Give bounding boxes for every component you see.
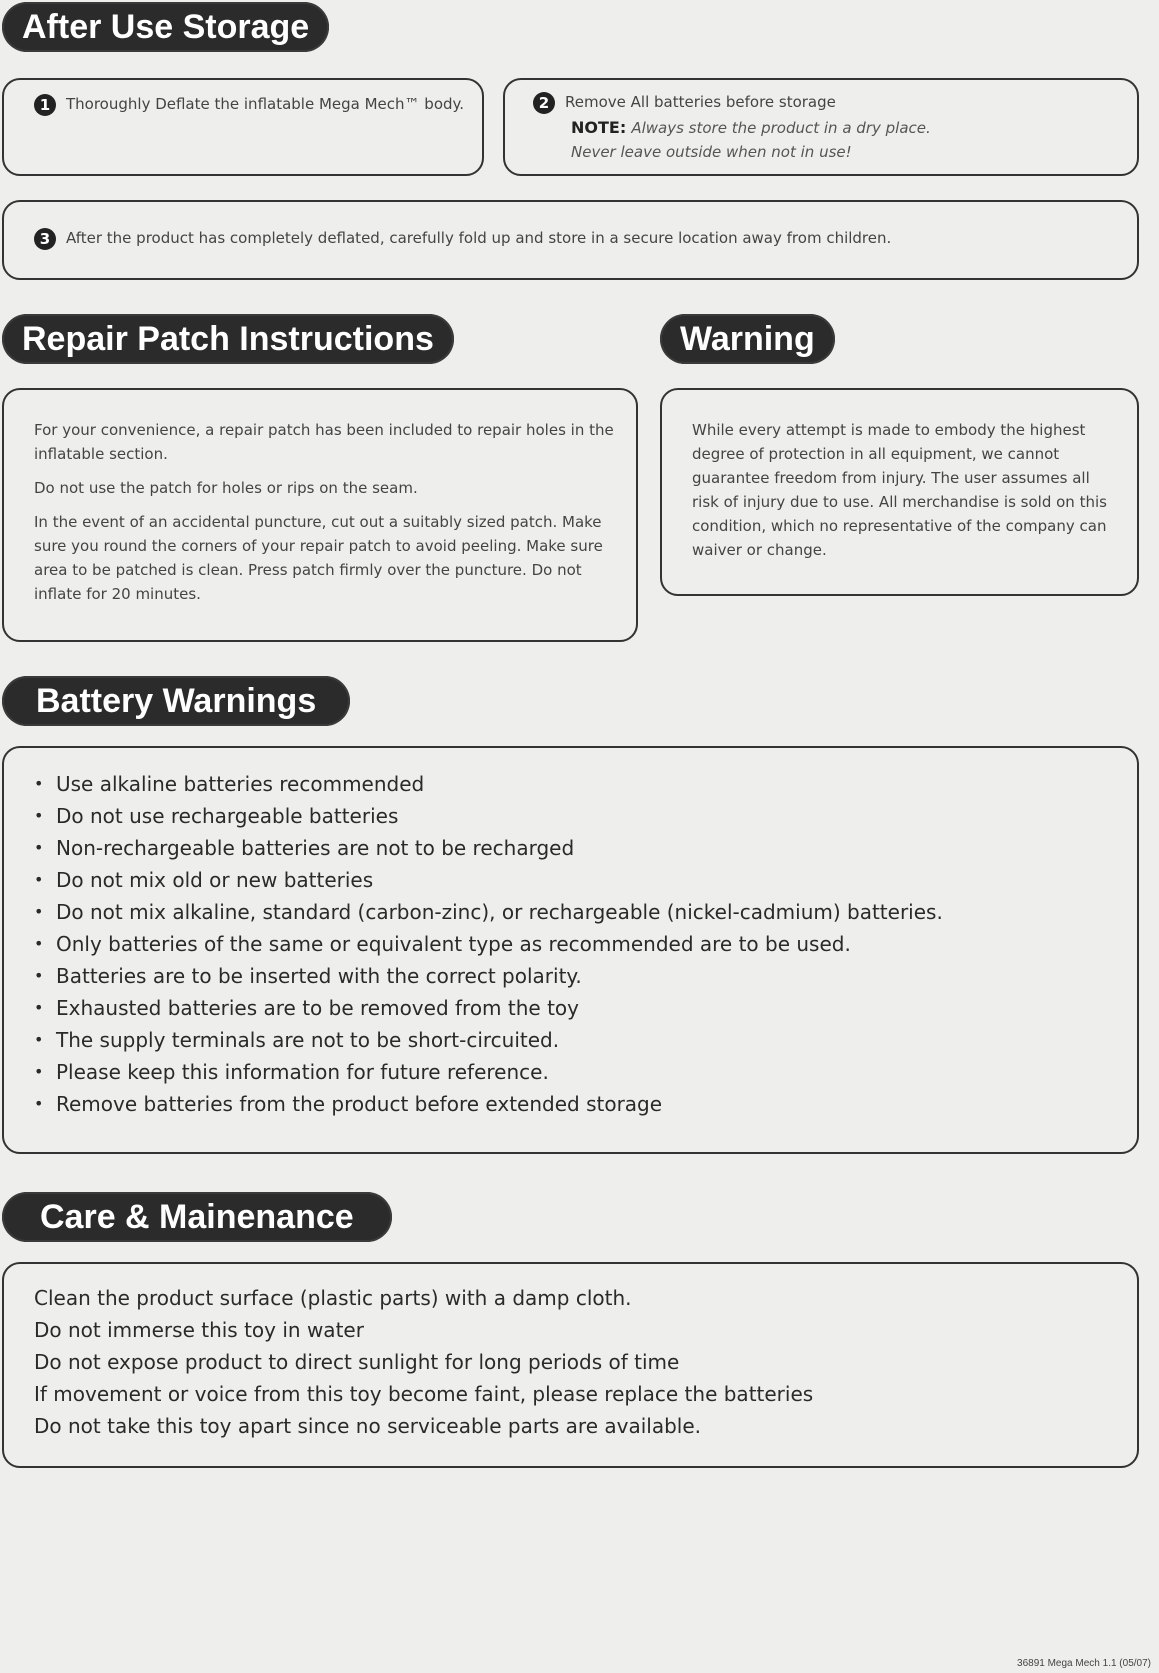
care-line: If movement or voice from this toy become faint, please replace the batteries [34, 1382, 814, 1406]
care-line: Do not expose product to direct sunlight for long periods of time [34, 1350, 680, 1374]
step-3-number: 3 [34, 228, 56, 250]
list-item: • The supply terminals are not to be short-circuited. [34, 1024, 1094, 1056]
storage-step-1-box [2, 78, 484, 176]
list-item: • Use alkaline batteries recommended [34, 768, 1094, 800]
warning-heading: Warning [660, 314, 835, 364]
care-box [2, 1262, 1139, 1468]
warning-text: While every attempt is made to embody the highest degree of protection in all equipment, we cannot guarantee freedom from injury. The user assumes all risk of injury due to use. All merchandise is sold on this condition, which no representative of the company can waiver or change. [692, 421, 1107, 559]
footer-code: 36891 Mega Mech 1.1 (05/07) [1017, 1658, 1151, 1669]
care-line: Do not immerse this toy in water [34, 1318, 364, 1342]
battery-box [2, 746, 1139, 1154]
battery-heading: Battery Warnings [2, 676, 350, 726]
step-2-number: 2 [533, 92, 555, 114]
list-item: • Do not use rechargeable batteries [34, 800, 1094, 832]
list-item: • Non-rechargeable batteries are not to be recharged [34, 832, 1094, 864]
warning-box [660, 388, 1139, 596]
after-use-heading: After Use Storage [2, 2, 329, 52]
repair-paragraph: For your convenience, a repair patch has been included to repair holes in the inflatable section. [34, 421, 614, 463]
list-item: • Do not mix old or new batteries [34, 864, 1094, 896]
care-line: Clean the product surface (plastic parts) with a damp cloth. [34, 1286, 632, 1310]
battery-list [34, 768, 1094, 1120]
list-item: • Only batteries of the same or equivalent type as recommended are to be used. [34, 928, 1094, 960]
list-item: • Please keep this information for future reference. [34, 1056, 1094, 1088]
storage-step-2-box [503, 78, 1139, 176]
repair-paragraph: In the event of an accidental puncture, cut out a suitably sized patch. Make sure you round the corners of your repair patch to avoid peeling. Make sure area to be patched is clean. Press patch firmly over the puncture. Do not inflate for 20 minutes. [34, 513, 603, 603]
list-item: • Batteries are to be inserted with the correct polarity. [34, 960, 1094, 992]
step-1-number: 1 [34, 94, 56, 116]
list-item: • Remove batteries from the product before extended storage [34, 1088, 1094, 1120]
step-2-text: Remove All batteries before storage [565, 93, 836, 111]
note-label: NOTE: [571, 118, 627, 137]
care-line: Do not take this toy apart since no serviceable parts are available. [34, 1414, 702, 1438]
repair-paragraph: Do not use the patch for holes or rips on the seam. [34, 479, 418, 497]
note-text: Always store the product in a dry place. Never leave outside when not in use! [571, 119, 931, 161]
repair-heading: Repair Patch Instructions [2, 314, 454, 364]
care-heading: Care & Mainenance [2, 1192, 392, 1242]
storage-step-3-box [2, 200, 1139, 280]
list-item: • Exhausted batteries are to be removed from the toy [34, 992, 1094, 1024]
step-1-text: Thoroughly Deflate the inflatable Mega Mech™ body. [66, 95, 465, 113]
list-item: • Do not mix alkaline, standard (carbon-zinc), or rechargeable (nickel-cadmium) batteries. [34, 896, 1094, 928]
step-3-text: After the product has completely deflated, carefully fold up and store in a secure location away from children. [66, 229, 892, 247]
repair-box [2, 388, 638, 642]
